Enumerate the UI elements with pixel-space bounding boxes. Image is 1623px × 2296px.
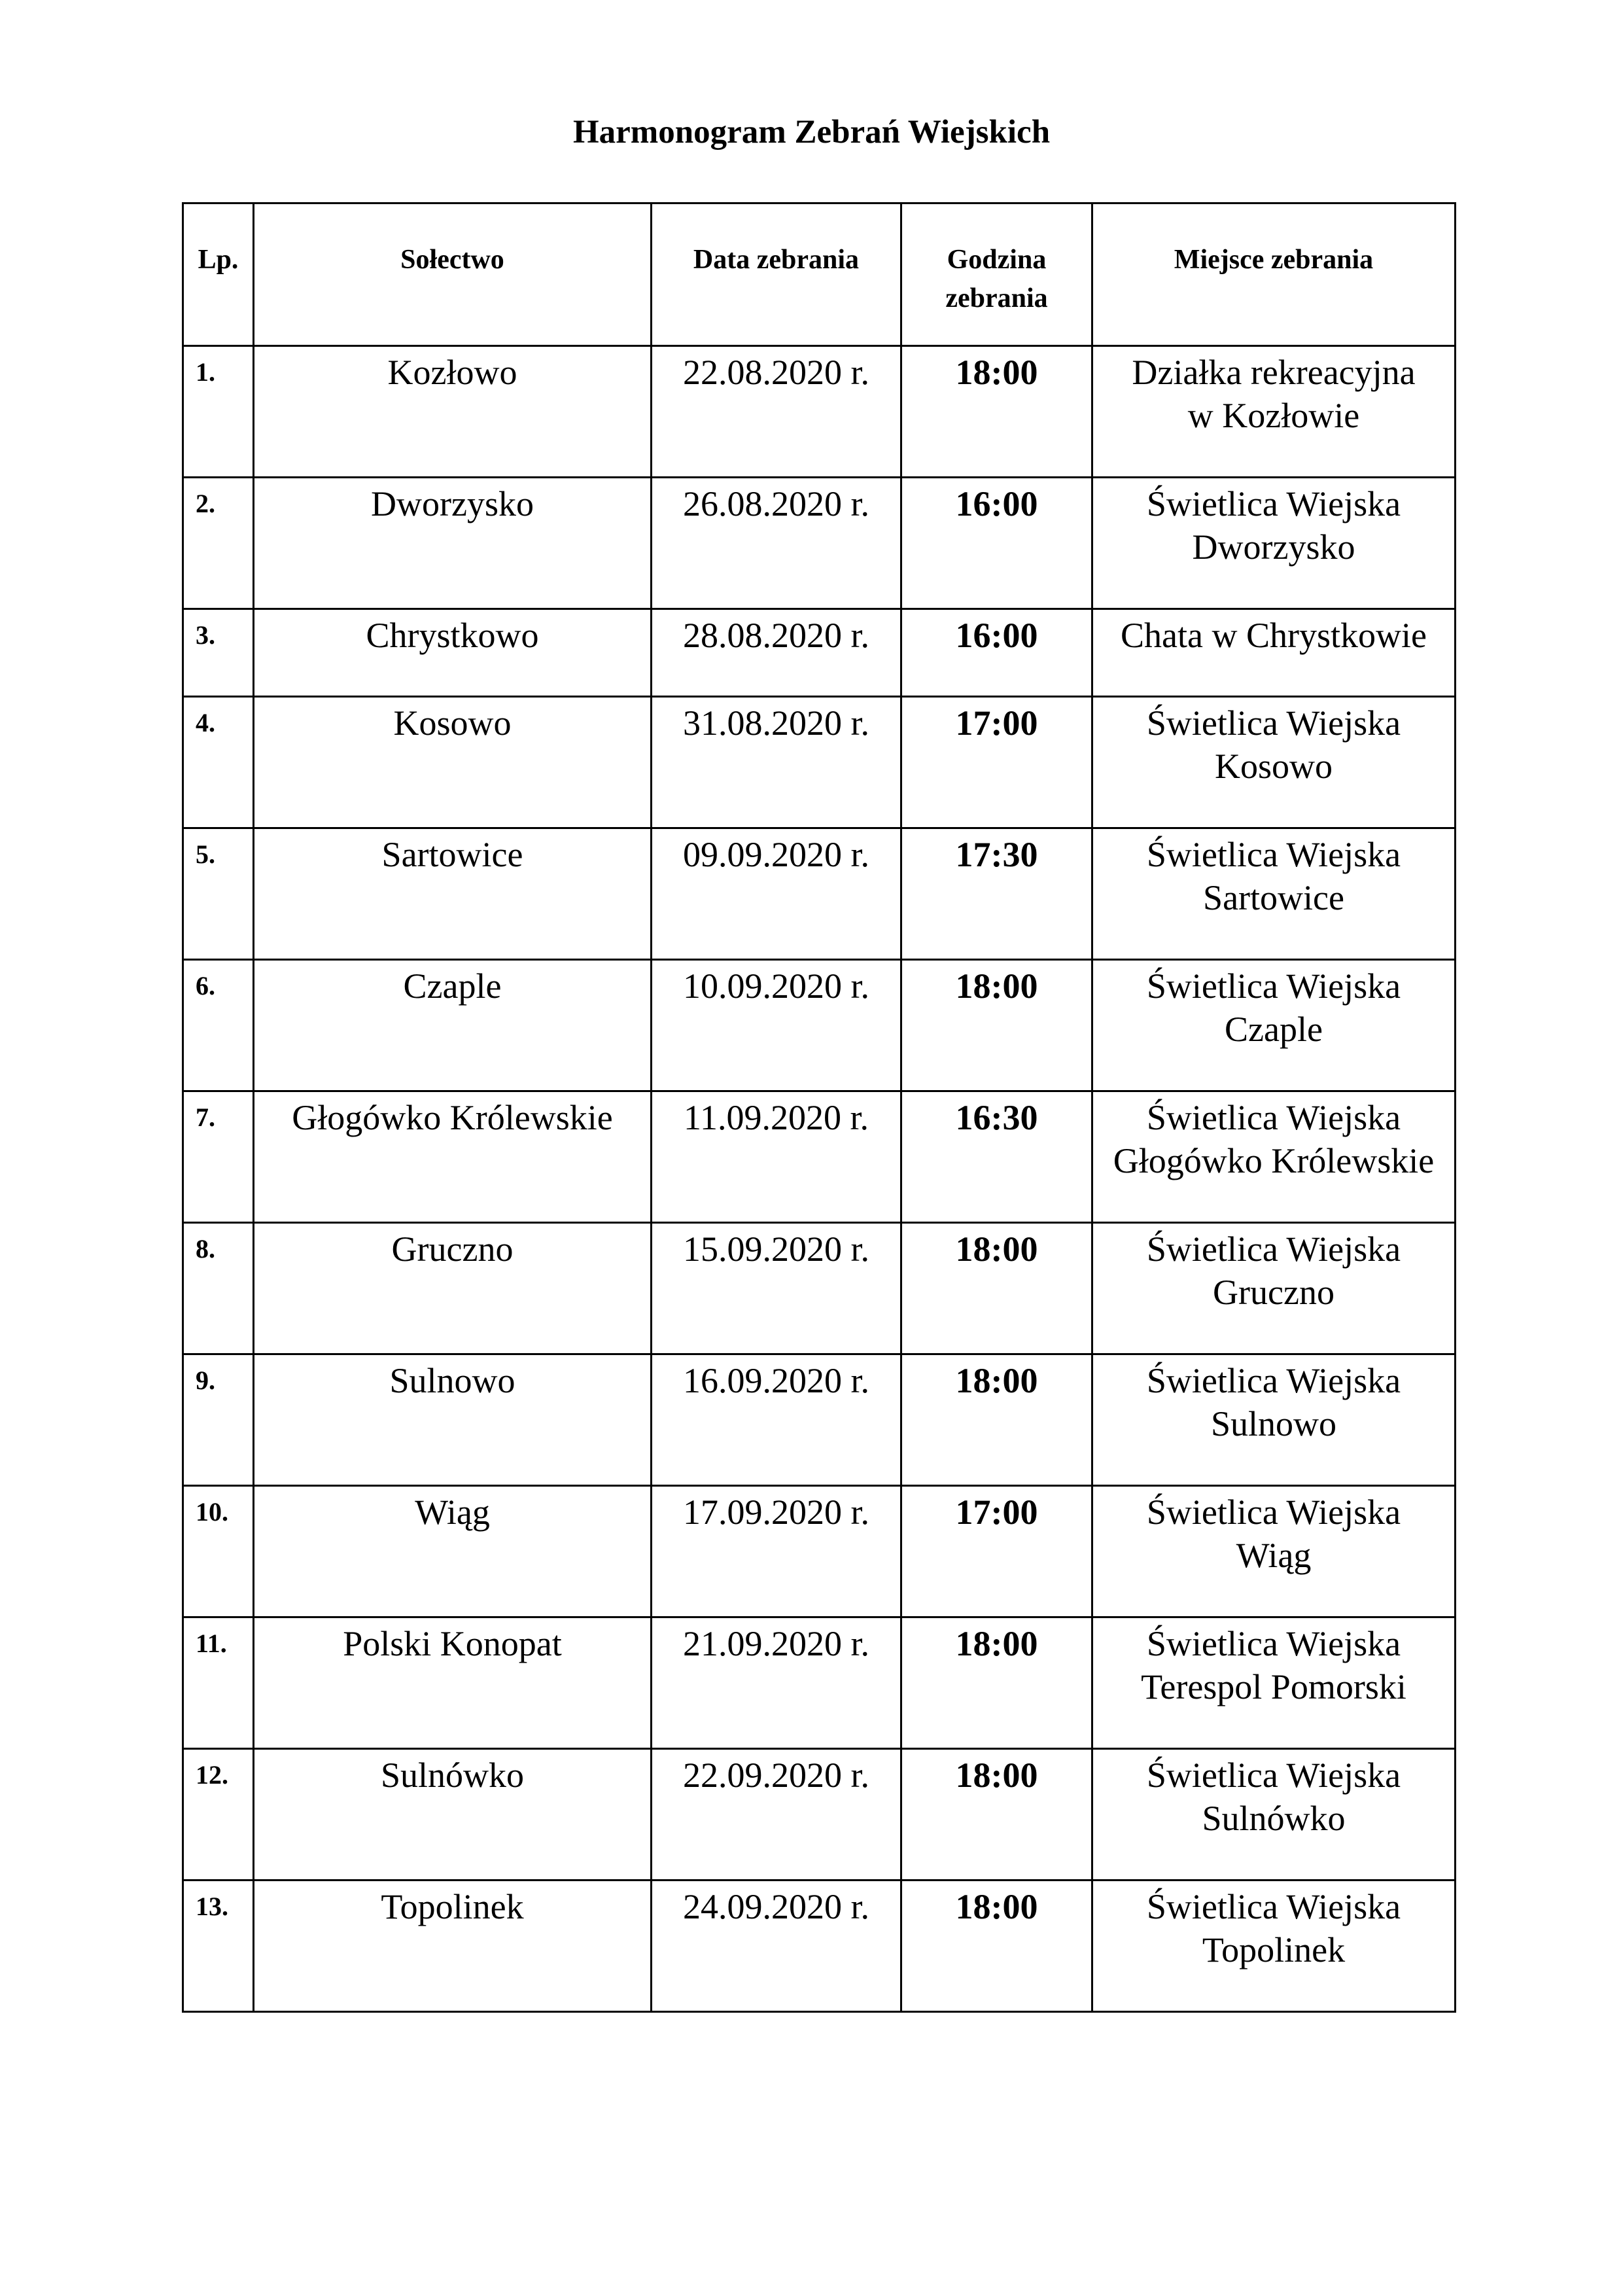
table-row bbox=[183, 478, 1456, 609]
cell-place bbox=[1092, 1486, 1456, 1617]
cell-time: 18:00 bbox=[901, 1223, 1092, 1354]
cell-place bbox=[1092, 697, 1456, 828]
cell-lp: 3. bbox=[183, 609, 254, 697]
cell-place bbox=[1092, 346, 1456, 478]
page-title: Harmonogram Zebrań Wiejskich bbox=[572, 114, 1051, 150]
cell-lp: 5. bbox=[183, 828, 254, 960]
cell-place-line1: Świetlica Wiejska bbox=[1146, 1624, 1401, 1663]
table-row bbox=[183, 960, 1456, 1091]
column-header-date: Data zebrania bbox=[652, 203, 901, 346]
cell-time: 17:30 bbox=[901, 828, 1092, 960]
column-header-place: Miejsce zebrania bbox=[1092, 203, 1456, 346]
cell-lp: 12. bbox=[183, 1749, 254, 1881]
table-row bbox=[183, 609, 1456, 697]
cell-lp: 11. bbox=[183, 1617, 254, 1749]
cell-place-line1: Działka rekreacyjna bbox=[1132, 353, 1416, 392]
cell-date: 15.09.2020 r. bbox=[652, 1223, 901, 1354]
table-row bbox=[183, 1354, 1456, 1486]
cell-place-line2: Topolinek bbox=[1202, 1930, 1346, 1970]
cell-date: 22.09.2020 r. bbox=[652, 1749, 901, 1881]
cell-place-line1: Świetlica Wiejska bbox=[1146, 966, 1401, 1006]
cell-place bbox=[1092, 1223, 1456, 1354]
cell-time: 18:00 bbox=[901, 1749, 1092, 1881]
cell-place bbox=[1092, 609, 1456, 697]
cell-place-line2: Kosowo bbox=[1214, 747, 1333, 786]
table-row bbox=[183, 1223, 1456, 1354]
cell-date: 10.09.2020 r. bbox=[652, 960, 901, 1091]
cell-solectwo: Sartowice bbox=[254, 828, 652, 960]
cell-time: 16:00 bbox=[901, 609, 1092, 697]
cell-lp: 1. bbox=[183, 346, 254, 478]
cell-place-line2: Dworzysko bbox=[1192, 527, 1355, 567]
table-row bbox=[183, 697, 1456, 828]
cell-place-line2: Terespol Pomorski bbox=[1141, 1667, 1406, 1707]
cell-place bbox=[1092, 1617, 1456, 1749]
cell-date: 24.09.2020 r. bbox=[652, 1881, 901, 2012]
cell-time: 16:30 bbox=[901, 1091, 1092, 1223]
cell-place-line1: Świetlica Wiejska bbox=[1146, 1756, 1401, 1795]
cell-place-line2: Wiąg bbox=[1236, 1536, 1312, 1576]
cell-place-line1: Świetlica Wiejska bbox=[1146, 1492, 1401, 1532]
cell-solectwo: Sulnówko bbox=[254, 1749, 652, 1881]
cell-place bbox=[1092, 960, 1456, 1091]
cell-date: 31.08.2020 r. bbox=[652, 697, 901, 828]
cell-place bbox=[1092, 1091, 1456, 1223]
cell-date: 16.09.2020 r. bbox=[652, 1354, 901, 1486]
cell-date: 22.08.2020 r. bbox=[652, 346, 901, 478]
cell-solectwo: Gruczno bbox=[254, 1223, 652, 1354]
cell-solectwo: Polski Konopat bbox=[254, 1617, 652, 1749]
cell-solectwo: Chrystkowo bbox=[254, 609, 652, 697]
cell-solectwo: Czaple bbox=[254, 960, 652, 1091]
cell-time: 16:00 bbox=[901, 478, 1092, 609]
cell-place-line2: w Kozłowie bbox=[1187, 396, 1360, 436]
cell-place bbox=[1092, 1881, 1456, 2012]
cell-place-line1: Świetlica Wiejska bbox=[1146, 484, 1401, 523]
table-row bbox=[183, 1749, 1456, 1881]
cell-time: 18:00 bbox=[901, 346, 1092, 478]
cell-date: 21.09.2020 r. bbox=[652, 1617, 901, 1749]
cell-place-line2: Gruczno bbox=[1213, 1273, 1335, 1313]
cell-solectwo: Wiąg bbox=[254, 1486, 652, 1617]
cell-time: 17:00 bbox=[901, 697, 1092, 828]
table-row bbox=[183, 1617, 1456, 1749]
cell-place bbox=[1092, 478, 1456, 609]
cell-time: 17:00 bbox=[901, 1486, 1092, 1617]
table-row bbox=[183, 346, 1456, 478]
table-row bbox=[183, 1486, 1456, 1617]
column-header-solectwo: Sołectwo bbox=[254, 203, 652, 346]
cell-place-line1: Świetlica Wiejska bbox=[1146, 1098, 1401, 1137]
cell-lp: 4. bbox=[183, 697, 254, 828]
cell-date: 11.09.2020 r. bbox=[652, 1091, 901, 1223]
cell-lp: 2. bbox=[183, 478, 254, 609]
cell-lp: 8. bbox=[183, 1223, 254, 1354]
cell-lp: 7. bbox=[183, 1091, 254, 1223]
cell-place bbox=[1092, 1354, 1456, 1486]
cell-place-line1: Świetlica Wiejska bbox=[1146, 1887, 1401, 1926]
cell-date: 28.08.2020 r. bbox=[652, 609, 901, 697]
cell-solectwo: Topolinek bbox=[254, 1881, 652, 2012]
cell-solectwo: Kosowo bbox=[254, 697, 652, 828]
cell-place-line1: Świetlica Wiejska bbox=[1146, 1361, 1401, 1400]
column-header-time-line1: Godzina bbox=[947, 245, 1047, 275]
cell-place-line2: Sulnowo bbox=[1210, 1404, 1337, 1444]
cell-place-line2: Sartowice bbox=[1203, 878, 1344, 918]
column-header-lp: Lp. bbox=[183, 203, 254, 346]
column-header-time bbox=[901, 203, 1092, 346]
cell-place bbox=[1092, 1749, 1456, 1881]
cell-time: 18:00 bbox=[901, 960, 1092, 1091]
cell-date: 17.09.2020 r. bbox=[652, 1486, 901, 1617]
cell-date: 09.09.2020 r. bbox=[652, 828, 901, 960]
column-header-time-line2: zebrania bbox=[945, 283, 1048, 313]
cell-place-line2: Czaple bbox=[1225, 1010, 1323, 1050]
cell-place-line1: Chata w Chrystkowie bbox=[1121, 616, 1427, 655]
cell-place-line2: Sulnówko bbox=[1202, 1799, 1346, 1839]
cell-solectwo: Dworzysko bbox=[254, 478, 652, 609]
cell-solectwo: Głogówko Królewskie bbox=[254, 1091, 652, 1223]
cell-time: 18:00 bbox=[901, 1354, 1092, 1486]
cell-lp: 9. bbox=[183, 1354, 254, 1486]
cell-lp: 13. bbox=[183, 1881, 254, 2012]
cell-lp: 6. bbox=[183, 960, 254, 1091]
table-row bbox=[183, 1091, 1456, 1223]
cell-time: 18:00 bbox=[901, 1617, 1092, 1749]
cell-place-line1: Świetlica Wiejska bbox=[1146, 835, 1401, 874]
meetings-schedule-table bbox=[182, 202, 1456, 2013]
table-row bbox=[183, 828, 1456, 960]
cell-place-line1: Świetlica Wiejska bbox=[1146, 1229, 1401, 1269]
cell-date: 26.08.2020 r. bbox=[652, 478, 901, 609]
cell-time: 18:00 bbox=[901, 1881, 1092, 2012]
table-header-row bbox=[183, 203, 1456, 346]
cell-solectwo: Sulnowo bbox=[254, 1354, 652, 1486]
cell-place-line2: Głogówko Królewskie bbox=[1113, 1141, 1435, 1181]
cell-place-line1: Świetlica Wiejska bbox=[1146, 703, 1401, 743]
cell-lp: 10. bbox=[183, 1486, 254, 1617]
table-row bbox=[183, 1881, 1456, 2012]
cell-place bbox=[1092, 828, 1456, 960]
cell-solectwo: Kozłowo bbox=[254, 346, 652, 478]
